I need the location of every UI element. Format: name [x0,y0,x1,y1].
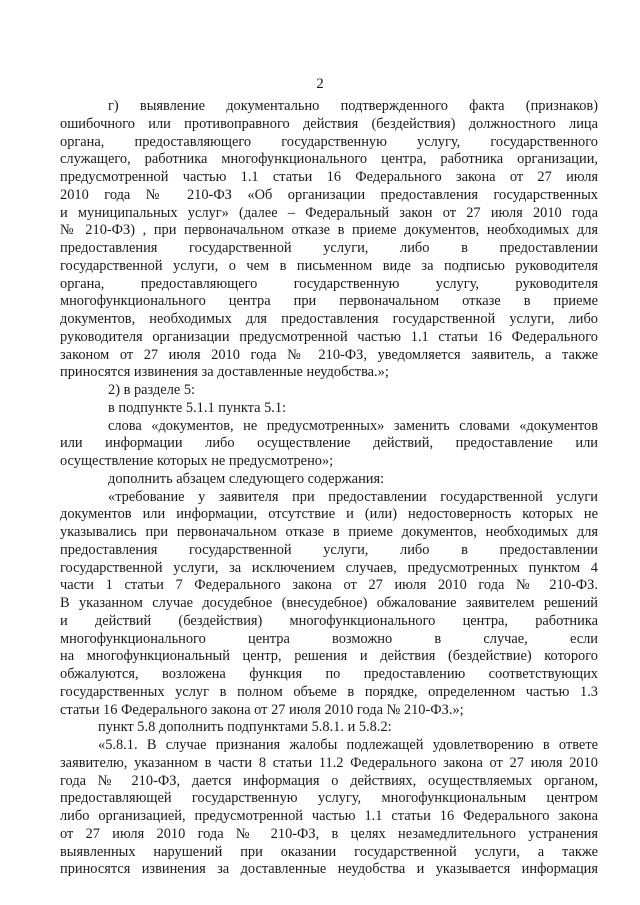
text-line: обжалуются, возложена функция по предоставлению соответствующих [60,666,598,682]
text-line: приносятся извинения за доставленные неудобства.»; [60,364,389,381]
text-line: на многофункциональный центр, решения и действия (бездействие) которого [60,648,598,665]
text-line: и действий (бездействия) многофункционального центра, работника [60,612,598,629]
text-line: ошибочного или противоправного действия (бездействия) должностного лица [60,115,598,132]
text-line: многофункционального центра при первоначальном отказе в приеме [60,293,598,310]
text-line: пункт 5.8 дополнить подпунктами 5.8.1. и 5.8.2: [98,719,392,736]
text-line: государственных услуг в полном объеме в порядке, определенном частью 1.3 [60,683,598,700]
text-line: либо организацией, предусмотренной частью 1.1 статьи 16 Федерального закона [60,808,598,824]
text-line: выявленных нарушений при оказании государственной услуги, а также [60,843,598,860]
page-number: 2 [316,76,324,92]
text-line: № 210-ФЗ) , при первоначальном отказе в приеме документов, необходимых для [60,222,598,239]
text-line: года № 210-ФЗ, дается информация о действиях, осуществляемых органом, [60,772,598,789]
text-line: заявителю, указанном в части 8 статьи 11.2 Федерального закона от 27 июля 2010 [60,754,598,771]
text-line: «5.8.1. В случае признания жалобы подлежащей удовлетворению в ответе [98,737,598,753]
text-line: органа, предоставляющего государственную услугу, руководителя [60,275,598,292]
text-line: законом от 27 июля 2010 года № 210-ФЗ, уведомляется заявитель, а также [60,346,598,363]
text-line: многофункционального центра возможно в случае, если [60,630,598,647]
text-line: государственной услуги, о чем в письменном виде за подписью руководителя [60,257,598,274]
text-line: 2) в разделе 5: [108,382,196,398]
text-line: указывались при первоначальном отказе в приеме документов, необходимых для [60,524,598,540]
text-line: 2010 года № 210-ФЗ «Об организации предоставления государственных [60,186,598,203]
text-line: «требование у заявителя при предоставлении государственной услуги [108,488,598,505]
text-line: предоставляющей государственную услугу, многофункциональным центром [60,790,598,807]
text-line: приносятся извинения за доставленные неудобства и указывается информация [60,861,598,878]
text-line: служащего, работника многофункционального центра, работника организации, [60,151,598,168]
text-line: и муниципальных услуг» (далее – Федеральный закон от 27 июля 2010 года [60,204,598,221]
text-line: или информации либо осуществление действий, предоставление или [60,435,598,452]
text-line: государственной услуги, за исключением случаев, предусмотренных пунктом 4 [60,559,598,576]
text-line: статьи 16 Федерального закона от 27 июля 2010 года № 210-ФЗ.»; [60,701,464,718]
text-line: предоставления государственной услуги, либо в предоставлении [60,541,598,558]
text-line: документов или информации, отсутствие и (или) недостоверность которых не [60,506,598,523]
text-line: дополнить абзацем следующего содержания: [108,470,385,487]
document-body [60,98,598,879]
text-line: документов, необходимых для предоставления государственной услуги, либо [60,311,598,327]
text-line: г) выявление документально подтвержденного факта (признаков) [108,98,598,114]
text-line: осуществление которых не предусмотрено»; [60,453,334,469]
text-line: предоставления государственной услуги, либо в предоставлении [60,240,598,256]
text-line: от 27 июля 2010 года № 210-ФЗ, в целях незамедлительного устранения [60,825,598,842]
text-line: В указанном случае досудебное (внесудебное) обжалование заявителем решений [60,595,598,611]
text-line: руководителя организации предусмотренной частью 1.1 статьи 16 Федерального [60,328,598,345]
text-line: в подпункте 5.1.1 пункта 5.1: [108,399,287,416]
text-line: предусмотренной частью 1.1 статьи 16 Федерального закона от 27 июля [60,169,598,185]
text-line: слова «документов, не предусмотренных» заменить словами «документов [108,417,598,434]
text-line: части 1 статьи 7 Федерального закона от 27 июля 2010 года № 210-ФЗ. [60,577,598,594]
text-line: органа, предоставляющего государственную услугу, государственного [60,133,598,150]
